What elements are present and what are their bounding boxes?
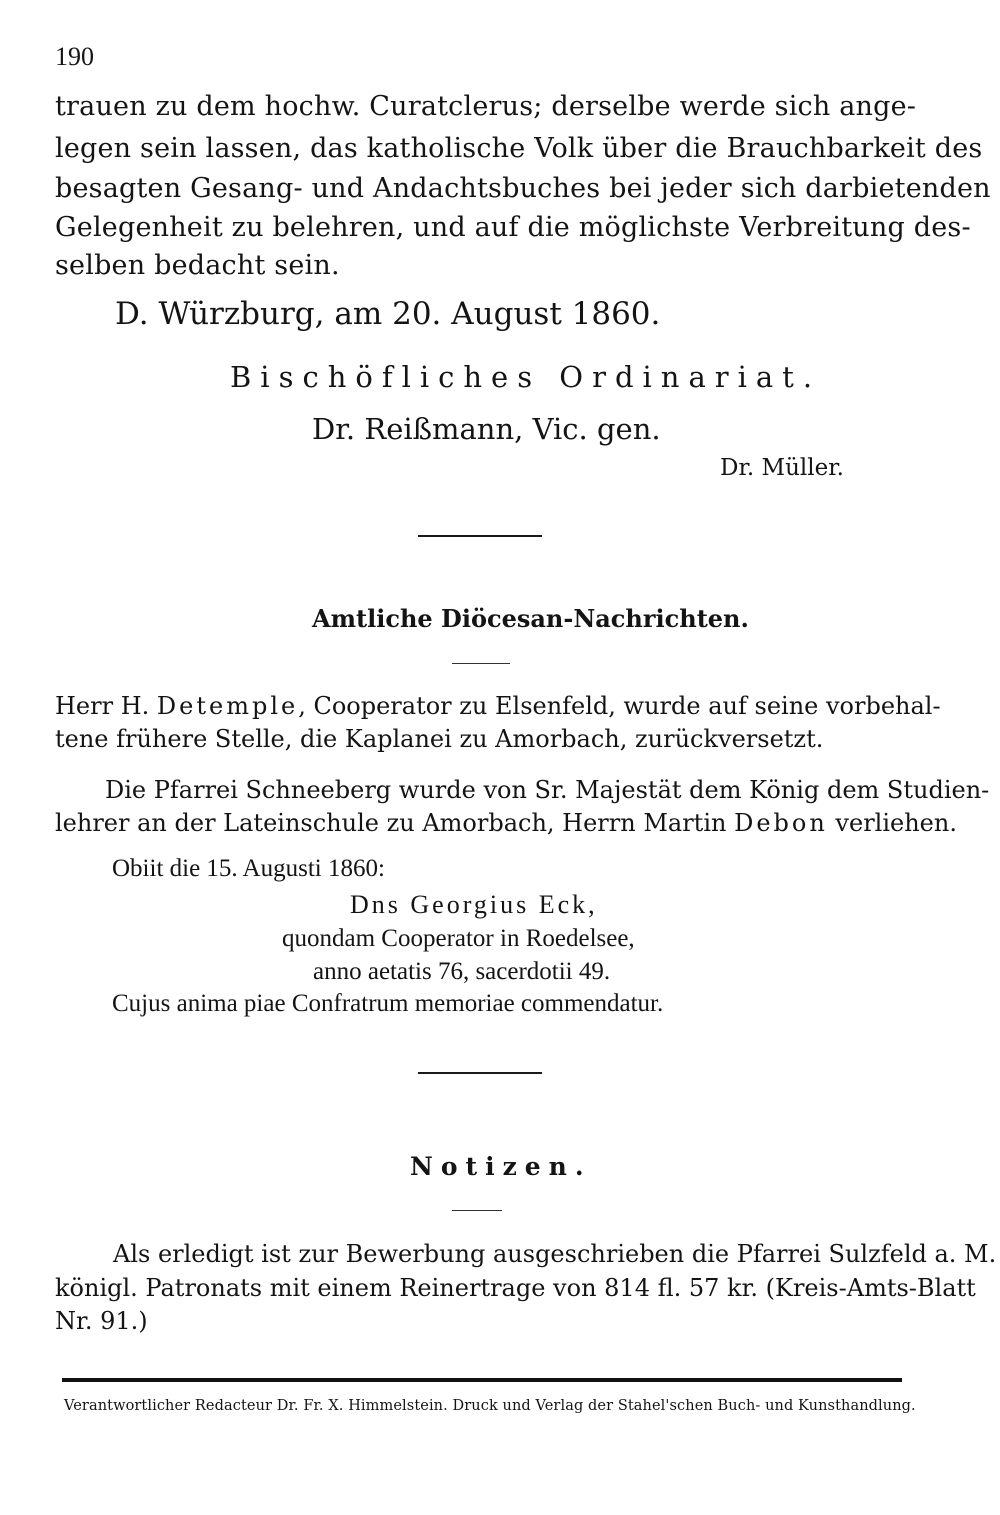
person-name: Detemple — [156, 692, 299, 720]
heading-underline — [452, 1210, 502, 1211]
obituary-closing: Cujus anima piae Confratrum memoriae commendatur. — [112, 990, 664, 1017]
obituary-name: Dns Georgius Eck, — [350, 890, 598, 919]
signature-secondary: Dr. Müller. — [720, 455, 844, 481]
obituary-age: anno aetatis 76, sacerdotii 49. — [313, 958, 611, 985]
obituary-role: quondam Cooperator in Roedelsee, — [282, 925, 635, 952]
text-line — [55, 807, 957, 840]
issuing-office: Bischöfliches Ordinariat. — [230, 360, 822, 394]
text-segment: , Cooperator zu Elsenfeld, wurde auf seine vorbehal- — [298, 692, 941, 720]
text-line — [55, 690, 941, 723]
text-line: besagten Gesang- und Andachtsbuches bei jeder sich darbietenden — [55, 173, 991, 204]
section-heading-notices: Notizen. — [410, 1152, 592, 1181]
text-line: trauen zu dem hochw. Curatclerus; derselbe werde sich ange- — [55, 91, 917, 122]
page-number: 190 — [55, 42, 94, 71]
dateline: D. Würzburg, am 20. August 1860. — [115, 296, 661, 332]
text-line: Die Pfarrei Schneeberg wurde von Sr. Majestät dem König dem Studien- — [105, 776, 990, 804]
text-line: Als erledigt ist zur Bewerbung ausgeschrieben die Pfarrei Sulzfeld a. M. — [113, 1240, 997, 1268]
obituary-intro: Obiit die 15. Augusti 1860: — [112, 855, 385, 882]
text-segment: Herr H. — [55, 692, 157, 720]
section-heading-news: Amtliche Diöcesan-Nachrichten. — [312, 604, 749, 633]
text-segment: lehrer an der Lateinschule zu Amorbach, Herrn Martin — [55, 809, 735, 837]
text-segment: verliehen. — [827, 809, 957, 837]
footer-imprint: Verantwortlicher Redacteur Dr. Fr. X. Himmelstein. Druck und Verlag der Stahel'schen Buch- und Kunsthandlung. — [64, 1398, 916, 1414]
section-divider — [418, 535, 542, 537]
text-line: Nr. 91.) — [55, 1307, 148, 1335]
text-line: tene frühere Stelle, die Kaplanei zu Amorbach, zurückversetzt. — [55, 725, 824, 753]
signature-main: Dr. Reißmann, Vic. gen. — [312, 412, 661, 446]
heading-underline — [452, 663, 510, 664]
footer-rule — [62, 1378, 902, 1382]
text-line: Gelegenheit zu belehren, und auf die möglichste Verbreitung des- — [55, 212, 971, 243]
text-line: selben bedacht sein. — [55, 250, 340, 281]
section-divider — [418, 1072, 542, 1074]
text-line: legen sein lassen, das katholische Volk über die Brauchbarkeit des — [55, 133, 983, 164]
person-name: Debon — [734, 809, 828, 837]
text-line: königl. Patronats mit einem Reinertrage von 814 fl. 57 kr. (Kreis-Amts-Blatt — [55, 1274, 976, 1302]
